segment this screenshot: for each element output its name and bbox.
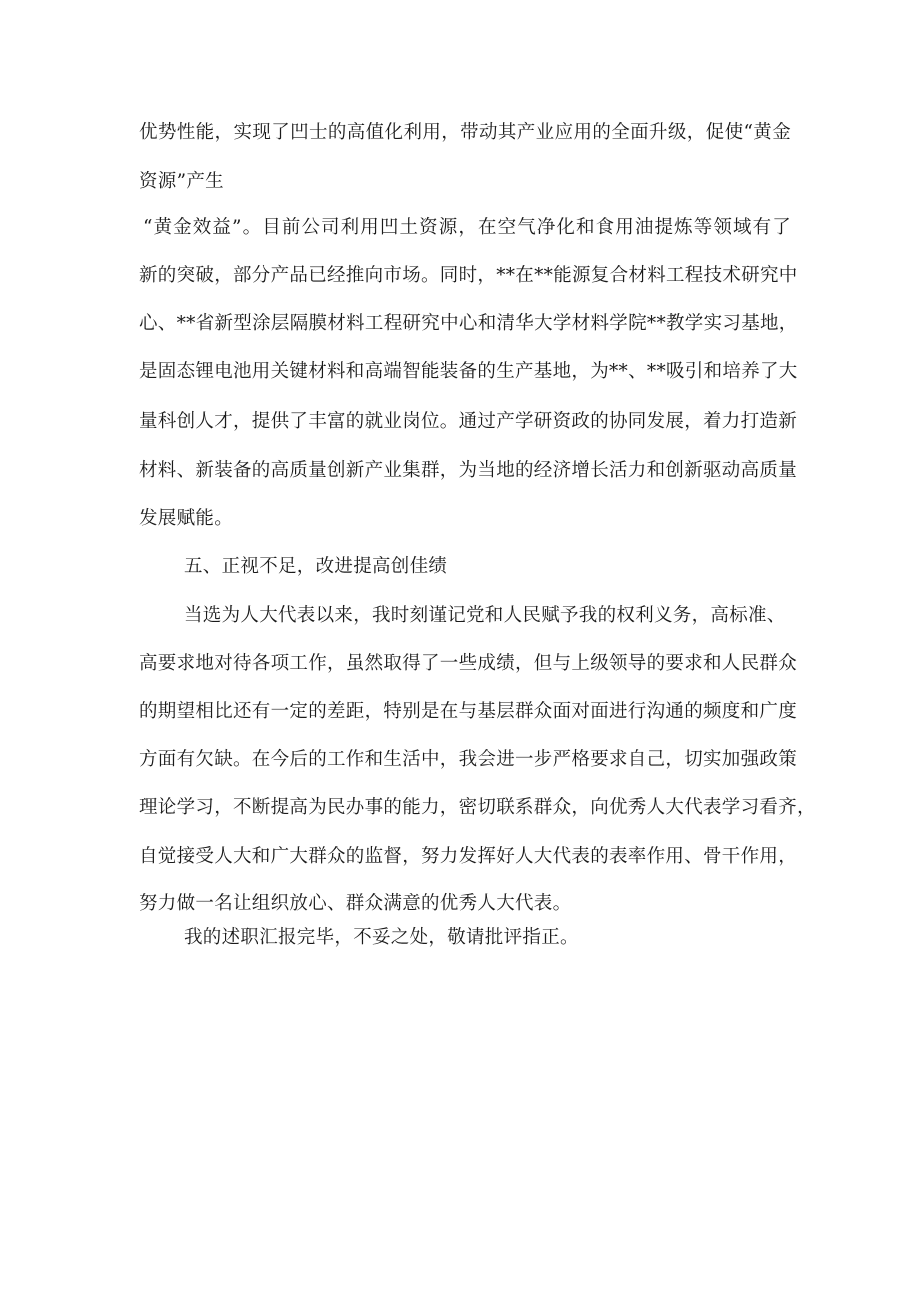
body-text-line: 发展赋能。 bbox=[139, 508, 234, 529]
body-text-line: 心、**省新型涂层隔膜材料工程研究中心和清华大学材料学院**教学实习基地， bbox=[139, 313, 798, 334]
body-text-line: 当选为人大代表以来，我时刻谨记党和人民赋予我的权利义务，高标准、 bbox=[184, 605, 786, 626]
body-text-line: 高要求地对待各项工作，虽然取得了一些成绩，但与上级领导的要求和人民群众 bbox=[139, 653, 798, 674]
body-text-line: 新的突破，部分产品已经推向市场。同时，**在**能源复合材料工程技术研究中 bbox=[139, 265, 798, 286]
body-text-line: 理论学习，不断提高为民办事的能力，密切联系群众，向优秀人大代表学习看齐， bbox=[139, 797, 816, 818]
body-text-line: “黄金效益”。目前公司利用凹土资源，在空气净化和食用油提炼等领域有了 bbox=[143, 217, 791, 238]
section-heading: 五、正视不足，改进提高创佳绩 bbox=[184, 556, 448, 577]
body-text-line: 努力做一名让组织放心、群众满意的优秀人大代表。 bbox=[139, 893, 572, 914]
body-text-line: 资源”产生 bbox=[139, 171, 224, 192]
body-text-line: 的期望相比还有一定的差距，特别是在与基层群众面对面进行沟通的频度和广度 bbox=[139, 701, 798, 722]
body-text-line: 优势性能，实现了凹士的高值化利用，带动其产业应用的全面升级，促使“黄金 bbox=[139, 122, 791, 143]
body-text-line: 材料、新装备的高质量创新产业集群，为当地的经济增长活力和创新驱动高质量 bbox=[139, 460, 798, 481]
body-text-line: 是固态锂电池用关键材料和高端智能装备的生产基地，为**、**吸引和培养了大 bbox=[139, 361, 798, 382]
body-text-line: 量科创人才，提供了丰富的就业岗位。通过产学研资政的协同发展，着力打造新 bbox=[139, 411, 798, 432]
closing-line: 我的述职汇报完毕，不妥之处，敬请批评指正。 bbox=[184, 927, 579, 948]
body-text-line: 自觉接受人大和广大群众的监督，努力发挥好人大代表的表率作用、骨干作用， bbox=[139, 846, 798, 867]
body-text-line: 方面有欠缺。在今后的工作和生活中，我会进一步严格要求自己，切实加强政策 bbox=[139, 749, 798, 770]
